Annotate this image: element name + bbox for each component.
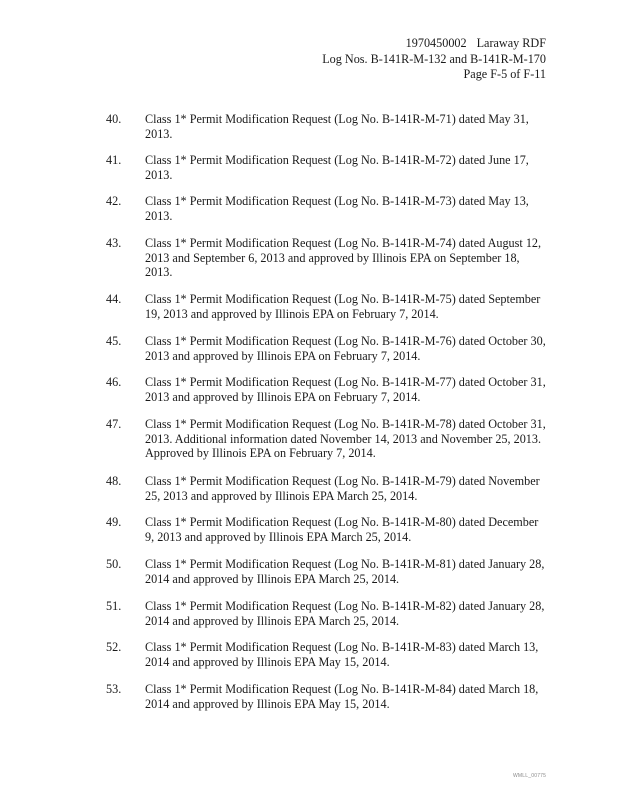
item-text-line: Class 1* Permit Modification Request (Log No. B-141R-M-74) dated August 12, (145, 236, 542, 250)
item-text-line: 2014 and approved by Illinois EPA March 25, 2014. (145, 571, 400, 586)
item-text (145, 640, 550, 669)
item-text-line: 2014 and approved by Illinois EPA May 15, 2014. (145, 696, 390, 711)
item-text (145, 599, 550, 628)
item-number: 53. (106, 682, 122, 696)
item-text-line: 25, 2013 and approved by Illinois EPA March 25, 2014. (145, 488, 418, 503)
item-text (145, 194, 550, 223)
item-text-line: Class 1* Permit Modification Request (Log No. B-141R-M-75) dated September (145, 292, 541, 306)
item-number: 40. (106, 112, 122, 126)
item-number: 45. (106, 334, 122, 348)
item-number: 51. (106, 599, 122, 613)
item-number: 48. (106, 474, 122, 488)
item-text-line: Class 1* Permit Modification Request (Log No. B-141R-M-84) dated March 18, (145, 682, 539, 696)
page-number: Page F-5 of F-11 (463, 67, 546, 81)
document-id: 1970450002 (405, 36, 467, 50)
item-number: 43. (106, 236, 122, 250)
item-text-line: Class 1* Permit Modification Request (Log No. B-141R-M-71) dated May 31, (145, 112, 529, 126)
item-text (145, 375, 550, 404)
item-text-line: 2013. (145, 208, 173, 223)
item-text-line: 2013. (145, 167, 173, 182)
log-numbers: Log Nos. B-141R-M-132 and B-141R-M-170 (322, 51, 546, 66)
item-text-line: 2013. (145, 126, 173, 141)
item-text-line: Class 1* Permit Modification Request (Log No. B-141R-M-83) dated March 13, (145, 640, 539, 654)
item-text (145, 236, 550, 280)
item-number: 44. (106, 292, 122, 306)
item-number: 47. (106, 417, 122, 431)
item-text-line: Class 1* Permit Modification Request (Log No. B-141R-M-76) dated October 30, (145, 334, 546, 348)
item-text (145, 417, 550, 461)
item-text-line: 2014 and approved by Illinois EPA May 15, 2014. (145, 654, 390, 669)
item-text-line: Approved by Illinois EPA on February 7, 2014. (145, 446, 376, 461)
item-number: 41. (106, 153, 122, 167)
facility-name: Laraway RDF (476, 36, 546, 50)
item-text (145, 334, 550, 363)
item-text (145, 153, 550, 182)
item-text (145, 474, 550, 503)
item-text-line: 2013. (145, 265, 173, 280)
item-text-line: Class 1* Permit Modification Request (Log No. B-141R-M-82) dated January 28, (145, 599, 545, 613)
item-text (145, 682, 550, 711)
item-text (145, 557, 550, 586)
item-number: 52. (106, 640, 122, 654)
item-text-line: 2014 and approved by Illinois EPA March 25, 2014. (145, 613, 400, 628)
item-text (145, 292, 550, 321)
item-text-line: Class 1* Permit Modification Request (Log No. B-141R-M-79) dated November (145, 474, 540, 488)
item-number: 46. (106, 375, 122, 389)
item-text-line: Class 1* Permit Modification Request (Log No. B-141R-M-77) dated October 31, (145, 375, 546, 389)
item-text-line: Class 1* Permit Modification Request (Log No. B-141R-M-72) dated June 17, (145, 153, 529, 167)
item-text-line: 2013. Additional information dated November 14, 2013 and November 25, 2013. (145, 431, 542, 446)
item-text (145, 112, 550, 141)
item-text (145, 515, 550, 544)
item-text-line: 2013 and September 6, 2013 and approved by Illinois EPA on September 18, (145, 250, 520, 265)
item-text-line: 9, 2013 and approved by Illinois EPA March 25, 2014. (145, 529, 412, 544)
bates-stamp: WMLL_00775 (513, 773, 547, 779)
item-number: 42. (106, 194, 122, 208)
item-text-line: Class 1* Permit Modification Request (Log No. B-141R-M-78) dated October 31, (145, 417, 546, 431)
item-text-line: 19, 2013 and approved by Illinois EPA on February 7, 2014. (145, 306, 439, 321)
item-text-line: Class 1* Permit Modification Request (Log No. B-141R-M-73) dated May 13, (145, 194, 529, 208)
item-text-line: Class 1* Permit Modification Request (Log No. B-141R-M-80) dated December (145, 515, 539, 529)
item-number: 49. (106, 515, 122, 529)
item-number: 50. (106, 557, 122, 571)
item-text-line: 2013 and approved by Illinois EPA on February 7, 2014. (145, 348, 421, 363)
item-text-line: Class 1* Permit Modification Request (Log No. B-141R-M-81) dated January 28, (145, 557, 545, 571)
item-text-line: 2013 and approved by Illinois EPA on February 7, 2014. (145, 389, 421, 404)
